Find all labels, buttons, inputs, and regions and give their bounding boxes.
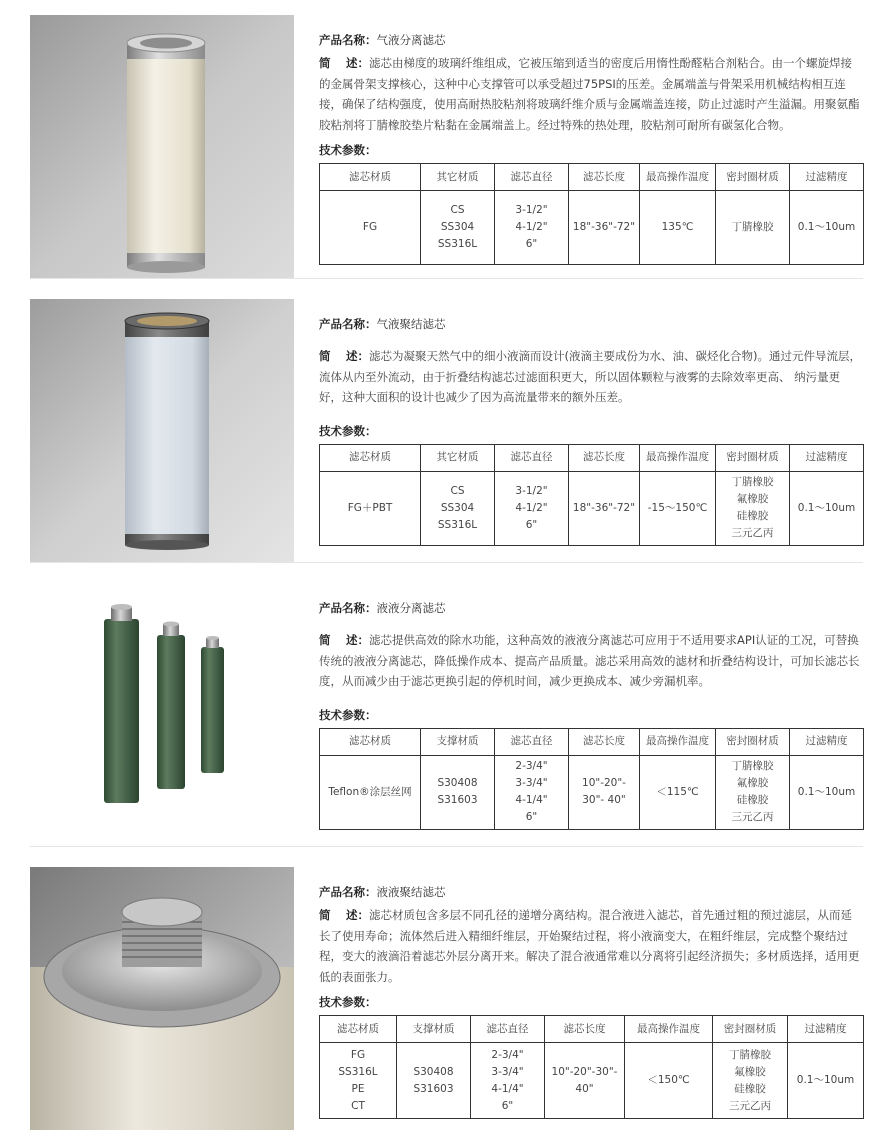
product-name-line bbox=[319, 599, 863, 617]
tech-params-label: 技术参数： bbox=[319, 995, 377, 1009]
spec-cell bbox=[790, 471, 864, 545]
spec-cell bbox=[495, 191, 569, 265]
cell-value: CS bbox=[450, 204, 465, 216]
cell-value: S31603 bbox=[413, 1082, 454, 1095]
spec-cell bbox=[545, 1043, 625, 1119]
header-cell: 过滤精度 bbox=[790, 444, 864, 471]
product-name-line bbox=[319, 31, 863, 49]
cell-value: 丁腈橡胶 bbox=[729, 1048, 771, 1061]
product-card-3 bbox=[30, 583, 863, 847]
spec-header-row bbox=[320, 728, 864, 755]
name-prefix: 产品名称： bbox=[319, 317, 377, 331]
spec-data-row bbox=[320, 191, 864, 265]
header-cell: 密封圈材质 bbox=[716, 728, 790, 755]
cell-value: Teflon®涂层丝网 bbox=[328, 785, 412, 798]
header-cell: 密封圈材质 bbox=[713, 1016, 788, 1043]
cell-value: CS bbox=[450, 484, 465, 497]
product-photo-2 bbox=[30, 299, 294, 562]
product-info-3 bbox=[319, 599, 863, 830]
product-info-4 bbox=[319, 883, 863, 1119]
spec-cell bbox=[716, 191, 790, 265]
cell-value: SS316L bbox=[437, 238, 478, 250]
cell-value: 硅橡胶 bbox=[734, 1082, 766, 1095]
cell-value: 4-1/4" bbox=[515, 794, 548, 806]
cell-value: 丁腈橡胶 bbox=[731, 476, 774, 488]
cell-value: FG bbox=[350, 1048, 366, 1061]
product-photo-1 bbox=[30, 15, 294, 278]
cell-value: -15～150℃ bbox=[647, 501, 708, 514]
cell-value: 氟橡胶 bbox=[734, 1065, 766, 1078]
cell-value: FG bbox=[362, 221, 378, 233]
spec-cell bbox=[421, 471, 495, 545]
spec-cell bbox=[640, 755, 716, 829]
header-cell: 密封圈材质 bbox=[716, 164, 790, 191]
spec-cell bbox=[471, 1043, 545, 1119]
cell-value: 2-3/4" bbox=[515, 760, 548, 772]
cell-value: 18"-36"-72" bbox=[572, 221, 636, 233]
product-photo-3 bbox=[30, 583, 294, 846]
header-cell: 其它材质 bbox=[421, 444, 495, 471]
spec-cell bbox=[320, 755, 421, 829]
spec-table bbox=[319, 1015, 864, 1119]
header-cell: 滤芯直径 bbox=[495, 444, 569, 471]
header-cell: 密封圈材质 bbox=[716, 444, 790, 471]
spec-cell bbox=[790, 191, 864, 265]
header-cell: 其它材质 bbox=[421, 164, 495, 191]
spec-table bbox=[319, 444, 864, 546]
cell-value: SS316L bbox=[437, 518, 478, 531]
cell-value: 10"-20"- bbox=[582, 777, 626, 789]
name-prefix: 产品名称： bbox=[319, 33, 377, 47]
header-cell: 过滤精度 bbox=[790, 728, 864, 755]
header-cell: 滤芯直径 bbox=[471, 1016, 545, 1043]
cell-value: SS304 bbox=[440, 221, 475, 233]
header-cell: 滤芯材质 bbox=[320, 728, 421, 755]
header-cell: 滤芯材质 bbox=[320, 164, 421, 191]
tech-params-label: 技术参数： bbox=[319, 423, 377, 438]
spec-cell bbox=[320, 471, 421, 545]
cell-value: 6" bbox=[525, 518, 538, 531]
cell-value: 4-1/4" bbox=[491, 1082, 524, 1095]
product-info-1 bbox=[319, 31, 863, 265]
header-cell: 滤芯直径 bbox=[495, 164, 569, 191]
spec-data-row bbox=[320, 1043, 864, 1119]
spec-cell bbox=[716, 471, 790, 545]
cell-value: 0.1～10um bbox=[797, 221, 856, 233]
cell-value: 0.1～10um bbox=[797, 501, 856, 514]
cell-value: 0.1～10um bbox=[797, 785, 856, 798]
cell-value: 硅橡胶 bbox=[736, 794, 769, 806]
spec-data-row bbox=[320, 755, 864, 829]
spec-table bbox=[319, 163, 864, 265]
header-cell: 滤芯长度 bbox=[569, 164, 640, 191]
spec-cell bbox=[569, 471, 640, 545]
cell-value: 6" bbox=[525, 238, 538, 250]
desc-prefix: 简 述： bbox=[319, 56, 370, 70]
spec-cell bbox=[495, 755, 569, 829]
cell-value: 丁腈橡胶 bbox=[731, 221, 774, 233]
cell-value: 3-3/4" bbox=[491, 1065, 524, 1078]
description-text: 滤芯为凝聚天然气中的细小液滴而设计(液滴主要成份为水、油、碳烃化合物)。通过元件导流层，流体从内至外流动，由于折叠结构滤芯过滤面积更大，所以固体颗粒与液雾的去除效率更高、 纳污量更好，这种大面积的设计也减少了因为高流量带来的额外压差。 bbox=[319, 349, 861, 404]
cell-value: 10"-20"-30"- bbox=[551, 1065, 618, 1078]
spec-cell bbox=[713, 1043, 788, 1119]
cell-value: 3-1/2" bbox=[515, 204, 548, 216]
product-card-1 bbox=[30, 15, 863, 279]
cell-value: 6" bbox=[525, 811, 538, 823]
product-name-line bbox=[319, 883, 863, 901]
cell-value: 氟橡胶 bbox=[736, 493, 769, 505]
name-prefix: 产品名称： bbox=[319, 601, 377, 615]
cell-value: 硅橡胶 bbox=[736, 510, 769, 522]
tech-params-label: 技术参数： bbox=[319, 143, 377, 157]
description-text: 滤芯提供高效的除水功能，这种高效的液液分离滤芯可应用于不适用要求API认证的工况，可替换传统的液液分离滤芯，降低操作成本、提高产品质量。滤芯采用高效的滤材和折叠结构设计，可加长滤芯长度，从而减少由于滤芯更换引起的停机时间，减少更换成本、减少旁漏机率。 bbox=[319, 633, 860, 688]
spec-cell bbox=[397, 1043, 471, 1119]
header-cell: 最高操作温度 bbox=[625, 1016, 713, 1043]
spec-cell bbox=[569, 191, 640, 265]
product-info-2 bbox=[319, 315, 863, 546]
product-name: 气液聚结滤芯 bbox=[376, 317, 446, 331]
header-cell: 支撑材质 bbox=[397, 1016, 471, 1043]
cell-value: 6" bbox=[501, 1099, 514, 1112]
desc-prefix: 简 述： bbox=[319, 633, 370, 647]
cell-value: 4-1/2" bbox=[515, 501, 548, 514]
header-cell: 最高操作温度 bbox=[640, 164, 716, 191]
product-name-line bbox=[319, 315, 863, 333]
spec-cell bbox=[495, 471, 569, 545]
cell-value: CT bbox=[351, 1099, 365, 1112]
cell-value: 0.1～10um bbox=[796, 1074, 855, 1086]
desc-prefix: 简 述： bbox=[319, 349, 370, 363]
product-name: 液液分离滤芯 bbox=[376, 601, 446, 615]
name-prefix: 产品名称： bbox=[319, 885, 377, 899]
cell-value: 3-1/2" bbox=[515, 484, 548, 497]
cell-value: 三元乙丙 bbox=[731, 811, 774, 823]
spec-cell bbox=[640, 191, 716, 265]
product-description bbox=[319, 53, 863, 135]
cell-value: SS304 bbox=[440, 501, 475, 514]
cell-value: 18"-36"-72" bbox=[572, 501, 636, 514]
header-cell: 滤芯直径 bbox=[495, 728, 569, 755]
spec-cell bbox=[421, 191, 495, 265]
header-cell: 支撑材质 bbox=[421, 728, 495, 755]
cell-value: 30"- 40" bbox=[582, 794, 626, 806]
spec-cell bbox=[421, 755, 495, 829]
cell-value: 135℃ bbox=[661, 221, 694, 233]
product-description bbox=[319, 905, 863, 987]
spec-cell bbox=[716, 755, 790, 829]
header-cell: 滤芯长度 bbox=[569, 444, 640, 471]
cell-value: 三元乙丙 bbox=[729, 1099, 771, 1112]
header-cell: 过滤精度 bbox=[788, 1016, 864, 1043]
header-cell: 滤芯长度 bbox=[569, 728, 640, 755]
cell-value: FG＋PBT bbox=[347, 501, 393, 514]
spec-cell bbox=[788, 1043, 864, 1119]
cell-value: S30408 bbox=[437, 777, 478, 789]
spec-data-row bbox=[320, 471, 864, 545]
spec-table bbox=[319, 728, 864, 830]
cell-value: 氟橡胶 bbox=[736, 777, 769, 789]
header-cell: 最高操作温度 bbox=[640, 728, 716, 755]
description-text: 滤芯材质包含多层不同孔径的递增分离结构。混合液进入滤芯，首先通过粗的预过滤层，从而延长了使用寿命；流体然后进入精细纤维层，开始聚结过程，将小液滴变大，在粗纤维层，完成整个聚结过程，变大的液滴沿着滤芯外层分离开来。解决了混合液通常难以分离将引起经济损失；多材质选择，适用更低的表面张力。 bbox=[319, 908, 860, 984]
spec-cell bbox=[320, 191, 421, 265]
cell-value: 40" bbox=[575, 1082, 594, 1095]
cell-value: ＜150℃ bbox=[647, 1074, 690, 1086]
product-name: 液液聚结滤芯 bbox=[376, 885, 446, 899]
desc-prefix: 简 述： bbox=[319, 908, 370, 922]
spec-cell bbox=[320, 1043, 397, 1119]
cell-value: PE bbox=[351, 1082, 365, 1095]
cell-value: S30408 bbox=[413, 1065, 454, 1078]
header-cell: 滤芯长度 bbox=[545, 1016, 625, 1043]
product-name: 气液分离滤芯 bbox=[376, 33, 446, 47]
product-description bbox=[319, 346, 863, 408]
description-text: 滤芯由梯度的玻璃纤维组成，它被压缩到适当的密度后用惰性酚醛粘合剂粘合。由一个螺旋焊接的金属骨架支撑核心，这种中心支撑管可以承受超过75PSI的压差。金属端盖与骨架采用机械结构相互连接，确保了结构强度，使用高耐热胶粘剂将玻璃纤维介质与金属端盖连接，防止过滤时产生溢漏。用聚氨酯胶粘剂将丁腈橡胶垫片粘黏在金属端盖上。经过特殊的热处理，胶粘剂可耐所有碳氢化合物。 bbox=[319, 56, 860, 132]
product-card-2 bbox=[30, 299, 863, 563]
product-description bbox=[319, 630, 863, 692]
spec-header-row bbox=[320, 444, 864, 471]
cell-value: 3-3/4" bbox=[515, 777, 548, 789]
spec-cell bbox=[790, 755, 864, 829]
spec-header-row bbox=[320, 164, 864, 191]
spec-cell bbox=[625, 1043, 713, 1119]
cell-value: SS316L bbox=[338, 1065, 378, 1078]
cell-value: 2-3/4" bbox=[491, 1048, 524, 1061]
header-cell: 最高操作温度 bbox=[640, 444, 716, 471]
cell-value: S31603 bbox=[437, 794, 478, 806]
cell-value: 丁腈橡胶 bbox=[731, 760, 774, 772]
spec-cell bbox=[640, 471, 716, 545]
spec-header-row bbox=[320, 1016, 864, 1043]
spec-cell bbox=[569, 755, 640, 829]
cell-value: 三元乙丙 bbox=[731, 527, 774, 539]
product-photo-4 bbox=[30, 867, 294, 1130]
cell-value: ＜115℃ bbox=[656, 785, 699, 798]
tech-params-label: 技术参数： bbox=[319, 707, 377, 722]
header-cell: 滤芯材质 bbox=[320, 444, 421, 471]
header-cell: 过滤精度 bbox=[790, 164, 864, 191]
cell-value: 4-1/2" bbox=[515, 221, 548, 233]
product-card-4 bbox=[30, 867, 863, 1130]
header-cell: 滤芯材质 bbox=[320, 1016, 397, 1043]
